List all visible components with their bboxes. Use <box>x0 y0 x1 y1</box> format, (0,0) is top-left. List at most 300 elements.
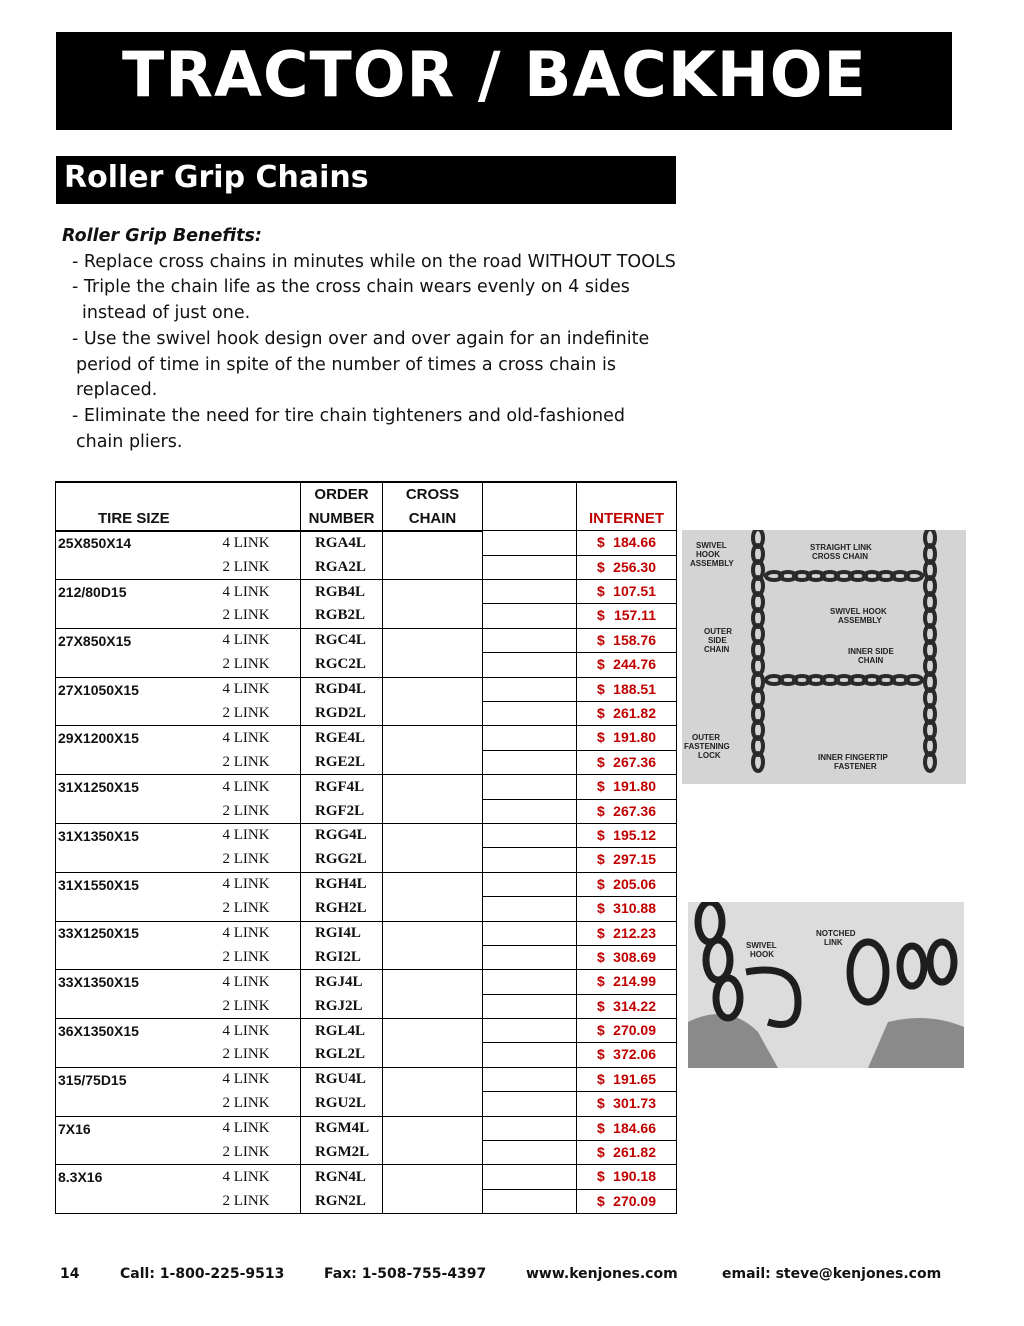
internet-price-cell <box>577 750 677 774</box>
link-count-cell: 2 LINK <box>222 1046 270 1063</box>
order-number-cell: RGI2L <box>301 945 383 969</box>
currency-symbol: $ <box>597 802 605 819</box>
blank-cell <box>483 531 577 555</box>
currency-symbol: $ <box>597 656 605 673</box>
internet-price-cell <box>577 921 677 945</box>
link-count-cell: 4 LINK <box>221 726 301 750</box>
fax-number: Fax: 1-508-755-4397 <box>324 1266 487 1282</box>
tire-size-cell: 29X1200X15 <box>56 726 221 750</box>
currency-symbol: $ <box>597 1070 605 1087</box>
link-count-cell: 4 LINK <box>221 775 301 799</box>
phone-number: Call: 1-800-225-9513 <box>120 1266 285 1282</box>
price-value: 267.36 <box>613 802 656 819</box>
fig1-label: STRAIGHT LINK <box>810 543 872 552</box>
link-count-cell: 4 LINK <box>221 1019 301 1043</box>
internet-price-cell <box>577 775 677 799</box>
fig1-label: FASTENING <box>684 742 730 751</box>
page-number: 14 <box>60 1266 80 1282</box>
internet-price-cell <box>577 1067 677 1091</box>
link-count-cell: 2 LINK <box>222 704 270 721</box>
tire-size-cell: 36X1350X15 <box>56 1019 221 1043</box>
table-row <box>56 555 677 579</box>
fig1-label: ASSEMBLY <box>838 616 882 625</box>
table-row <box>56 994 677 1018</box>
table-row <box>56 653 677 677</box>
cross-chain-cell <box>383 799 483 823</box>
fig2-label: HOOK <box>750 950 774 959</box>
internet-price-cell <box>577 872 677 896</box>
benefit-line: - Replace cross chains in minutes while on the road WITHOUT TOOLS <box>72 251 676 272</box>
price-value: 191.80 <box>613 778 656 795</box>
blank-cell <box>483 921 577 945</box>
order-number-cell: RGB4L <box>301 580 383 604</box>
currency-symbol: $ <box>597 900 605 917</box>
order-number-cell: RGF4L <box>301 775 383 799</box>
order-number-cell: RGE2L <box>301 750 383 774</box>
fig1-label: SIDE <box>708 636 727 645</box>
table-row <box>56 897 677 921</box>
tire-size-cell <box>56 848 221 872</box>
price-value: 205.06 <box>613 875 656 892</box>
order-number-cell: RGG2L <box>301 848 383 872</box>
internet-price-cell <box>577 1141 677 1165</box>
order-number-cell: RGF2L <box>301 799 383 823</box>
tire-size-cell <box>56 1092 221 1116</box>
cross-chain-cell <box>383 580 483 604</box>
fig1-label: INNER SIDE <box>848 647 894 656</box>
tire-size-cell: 31X1250X15 <box>56 775 221 799</box>
cross-chain-cell <box>383 945 483 969</box>
blank-cell <box>483 970 577 994</box>
price-value: 310.88 <box>613 900 656 917</box>
blank-cell <box>483 823 577 847</box>
tire-size-cell <box>56 750 221 774</box>
price-value: 191.65 <box>613 1070 656 1087</box>
table-row <box>56 628 677 652</box>
internet-price-cell <box>577 970 677 994</box>
price-value: 157.11 <box>613 607 656 624</box>
link-count-cell: 2 LINK <box>222 900 270 917</box>
order-number-cell: RGU2L <box>301 1092 383 1116</box>
internet-price-cell <box>577 1092 677 1116</box>
price-table <box>55 481 677 1214</box>
price-value: 184.66 <box>613 1119 656 1136</box>
cross-chain-cell <box>383 531 483 555</box>
order-number-cell: RGJ4L <box>301 970 383 994</box>
order-number-cell: RGJ2L <box>301 994 383 1018</box>
price-value: 195.12 <box>613 826 656 843</box>
fig2-label: LINK <box>824 938 843 947</box>
cross-chain-cell <box>383 1043 483 1067</box>
email-link[interactable]: email: steve@kenjones.com <box>722 1266 942 1282</box>
order-number-cell: RGL4L <box>301 1019 383 1043</box>
cross-header: CROSS <box>383 482 483 506</box>
table-row <box>56 702 677 726</box>
tire-size-cell: 31X1550X15 <box>56 872 221 896</box>
tire-size-cell <box>56 1189 221 1213</box>
cross-chain-cell <box>383 702 483 726</box>
cross-chain-cell <box>383 1116 483 1140</box>
table-row <box>56 872 677 896</box>
order-number-cell: RGH2L <box>301 897 383 921</box>
currency-symbol: $ <box>597 607 605 624</box>
currency-symbol: $ <box>597 924 605 941</box>
currency-symbol: $ <box>597 851 605 868</box>
chain-header: CHAIN <box>383 506 483 530</box>
tire-size-cell: 7X16 <box>56 1116 221 1140</box>
internet-price-cell <box>577 799 677 823</box>
blank-cell <box>483 1067 577 1091</box>
order-number-cell: RGA2L <box>301 555 383 579</box>
order-number-cell: RGC2L <box>301 653 383 677</box>
internet-price-cell <box>577 994 677 1018</box>
table-row <box>56 1019 677 1043</box>
internet-price-cell <box>577 555 677 579</box>
table-row <box>56 921 677 945</box>
tire-size-cell <box>56 604 221 628</box>
cross-chain-cell <box>383 1019 483 1043</box>
order-number-cell: RGD2L <box>301 702 383 726</box>
internet-price-cell <box>577 653 677 677</box>
cross-chain-cell <box>383 897 483 921</box>
link-count-cell: 2 LINK <box>222 753 270 770</box>
price-value: 107.51 <box>613 583 656 600</box>
blank-cell <box>483 945 577 969</box>
blank-cell <box>483 726 577 750</box>
cross-chain-cell <box>383 970 483 994</box>
currency-symbol: $ <box>597 1119 605 1136</box>
cross-chain-cell <box>383 750 483 774</box>
currency-symbol: $ <box>597 631 605 648</box>
order-number-cell: RGB2L <box>301 604 383 628</box>
currency-symbol: $ <box>597 558 605 575</box>
blank-cell <box>483 872 577 896</box>
fig1-label: CROSS CHAIN <box>812 552 869 561</box>
price-value: 256.30 <box>613 558 656 575</box>
cross-chain-cell <box>383 677 483 701</box>
blank-cell <box>483 653 577 677</box>
table-row <box>56 677 677 701</box>
blank-cell <box>483 1116 577 1140</box>
currency-symbol: $ <box>597 680 605 697</box>
link-count-cell: 4 LINK <box>221 580 301 604</box>
tire-size-cell: 212/80D15 <box>56 580 221 604</box>
internet-price-cell <box>577 1165 677 1189</box>
table-row <box>56 1067 677 1091</box>
link-count-cell: 4 LINK <box>221 970 301 994</box>
table-row <box>56 726 677 750</box>
benefit-line: - Eliminate the need for tire chain tighteners and old-fashioned <box>72 405 625 426</box>
number-header: NUMBER <box>301 506 383 530</box>
blank-cell <box>483 1019 577 1043</box>
table-row <box>56 604 677 628</box>
fig1-label: LOCK <box>698 751 721 760</box>
blank-cell <box>483 1092 577 1116</box>
internet-price-cell <box>577 580 677 604</box>
fig1-label: SWIVEL <box>696 541 727 550</box>
blank-cell <box>483 994 577 1018</box>
blank-cell <box>483 1165 577 1189</box>
order-number-cell: RGL2L <box>301 1043 383 1067</box>
tire-size-cell <box>56 702 221 726</box>
benefits-block <box>62 224 762 455</box>
blank-cell <box>483 580 577 604</box>
blank-cell <box>483 1189 577 1213</box>
tire-size-cell <box>56 555 221 579</box>
link-count-cell: 4 LINK <box>221 1165 301 1189</box>
tire-size-cell: 8.3X16 <box>56 1165 221 1189</box>
link-count-cell: 2 LINK <box>222 1143 270 1160</box>
currency-symbol: $ <box>597 583 605 600</box>
link-count-cell: 2 LINK <box>222 558 270 575</box>
link-count-cell: 2 LINK <box>222 1095 270 1112</box>
tire-size-cell: 27X1050X15 <box>56 677 221 701</box>
price-value: 214.99 <box>613 973 656 990</box>
order-number-cell: RGC4L <box>301 628 383 652</box>
price-value: 308.69 <box>613 948 656 965</box>
order-number-cell: RGH4L <box>301 872 383 896</box>
price-value: 188.51 <box>613 680 656 697</box>
order-number-cell: RGE4L <box>301 726 383 750</box>
cross-chain-cell <box>383 775 483 799</box>
cross-chain-cell <box>383 604 483 628</box>
fig1-label: HOOK <box>696 550 720 559</box>
blank-cell <box>483 628 577 652</box>
benefit-line: - Use the swivel hook design over and over again for an indefinite <box>72 328 650 349</box>
tire-size-cell <box>56 653 221 677</box>
internet-price-cell <box>577 702 677 726</box>
link-count-cell: 2 LINK <box>222 656 270 673</box>
price-value: 184.66 <box>613 534 656 551</box>
blank-cell <box>483 555 577 579</box>
link-count-cell: 4 LINK <box>221 823 301 847</box>
order-number-cell: RGN4L <box>301 1165 383 1189</box>
blank-cell <box>483 1043 577 1067</box>
order-number-cell: RGG4L <box>301 823 383 847</box>
order-number-cell: RGM2L <box>301 1141 383 1165</box>
blank-cell <box>483 677 577 701</box>
price-value: 297.15 <box>613 851 656 868</box>
currency-symbol: $ <box>597 778 605 795</box>
currency-symbol: $ <box>597 1168 605 1185</box>
table-row <box>56 531 677 555</box>
fig1-label: ASSEMBLY <box>690 559 734 568</box>
currency-symbol: $ <box>597 973 605 990</box>
fig1-label: FASTENER <box>834 762 877 771</box>
fig1-label: INNER FINGERTIP <box>818 753 888 762</box>
internet-price-cell <box>577 1116 677 1140</box>
benefit-line: period of time in spite of the number of times a cross chain is <box>76 354 617 375</box>
internet-price-cell <box>577 726 677 750</box>
currency-symbol: $ <box>597 1192 605 1209</box>
chain-assembly-diagram <box>682 530 966 784</box>
link-count-cell: 4 LINK <box>221 628 301 652</box>
price-value: 212.23 <box>613 924 656 941</box>
link-count-cell: 4 LINK <box>221 921 301 945</box>
tire-size-cell <box>56 1043 221 1067</box>
benefit-line: chain pliers. <box>76 431 183 452</box>
table-row <box>56 750 677 774</box>
price-value: 244.76 <box>613 656 656 673</box>
order-number-cell: RGI4L <box>301 921 383 945</box>
internet-price-cell <box>577 1019 677 1043</box>
currency-symbol: $ <box>597 997 605 1014</box>
currency-symbol: $ <box>597 705 605 722</box>
price-value: 261.82 <box>613 705 656 722</box>
tire-size-cell: 33X1250X15 <box>56 921 221 945</box>
fig2-label: SWIVEL <box>746 941 777 950</box>
order-number-cell: RGA4L <box>301 531 383 555</box>
subtitle-banner <box>56 156 676 204</box>
tire-size-cell: 315/75D15 <box>56 1067 221 1091</box>
currency-symbol: $ <box>597 1022 605 1039</box>
internet-price-cell <box>577 848 677 872</box>
order-number-cell: RGM4L <box>301 1116 383 1140</box>
cross-chain-cell <box>383 1092 483 1116</box>
cross-chain-cell <box>383 994 483 1018</box>
table-row <box>56 775 677 799</box>
benefit-line: replaced. <box>76 380 158 401</box>
blank-cell <box>483 1141 577 1165</box>
currency-symbol: $ <box>597 948 605 965</box>
tire-size-cell: 31X1350X15 <box>56 823 221 847</box>
currency-symbol: $ <box>597 1095 605 1112</box>
benefit-line: - Triple the chain life as the cross chain wears evenly on 4 sides <box>72 277 630 298</box>
link-count-cell: 4 LINK <box>221 1116 301 1140</box>
fig1-label: CHAIN <box>858 656 884 665</box>
website-link[interactable]: www.kenjones.com <box>526 1266 678 1282</box>
cross-chain-cell <box>383 555 483 579</box>
tire-size-cell <box>56 1141 221 1165</box>
tire-size-cell <box>56 799 221 823</box>
fig1-label: CHAIN <box>704 645 730 654</box>
currency-symbol: $ <box>597 534 605 551</box>
cross-chain-cell <box>383 726 483 750</box>
tire-size-cell: 27X850X15 <box>56 628 221 652</box>
cross-chain-cell <box>383 653 483 677</box>
table-row <box>56 1116 677 1140</box>
tire-size-cell: 25X850X14 <box>56 531 221 555</box>
benefits-heading: Roller Grip Benefits: <box>62 226 262 246</box>
price-value: 314.22 <box>613 997 656 1014</box>
currency-symbol: $ <box>597 875 605 892</box>
price-value: 267.36 <box>613 753 656 770</box>
cross-chain-cell <box>383 1189 483 1213</box>
blank-cell <box>483 750 577 774</box>
internet-price-cell <box>577 531 677 555</box>
price-value: 301.73 <box>613 1095 656 1112</box>
blank-cell <box>483 799 577 823</box>
order-number-cell: RGD4L <box>301 677 383 701</box>
page-title: TRACTOR / BACKHOE <box>122 38 867 111</box>
fig1-label: OUTER <box>692 733 720 742</box>
internet-price-cell <box>577 1189 677 1213</box>
order-number-cell: RGN2L <box>301 1189 383 1213</box>
currency-symbol: $ <box>597 753 605 770</box>
table-row <box>56 1141 677 1165</box>
internet-price-cell <box>577 677 677 701</box>
cross-chain-cell <box>383 1165 483 1189</box>
link-count-cell: 4 LINK <box>221 531 301 555</box>
link-count-cell: 2 LINK <box>222 851 270 868</box>
currency-symbol: $ <box>597 1144 605 1161</box>
cross-chain-cell <box>383 921 483 945</box>
price-value: 191.80 <box>613 729 656 746</box>
internet-price-cell <box>577 945 677 969</box>
internet-price-cell <box>577 1043 677 1067</box>
link-count-cell: 4 LINK <box>221 872 301 896</box>
table-row <box>56 1165 677 1189</box>
price-value: 270.09 <box>613 1022 656 1039</box>
internet-price-cell <box>577 628 677 652</box>
internet-header: INTERNET <box>577 506 677 530</box>
table-row <box>56 970 677 994</box>
price-value: 190.18 <box>613 1168 656 1185</box>
cross-chain-cell <box>383 823 483 847</box>
tire-size-cell <box>56 945 221 969</box>
link-count-cell: 2 LINK <box>222 997 270 1014</box>
table-row <box>56 945 677 969</box>
blank-cell <box>483 897 577 921</box>
link-count-cell: 2 LINK <box>222 607 270 624</box>
cross-chain-cell <box>383 628 483 652</box>
table-row <box>56 1189 677 1213</box>
table-row <box>56 580 677 604</box>
section-title: Roller Grip Chains <box>64 160 369 195</box>
link-count-cell: 4 LINK <box>221 677 301 701</box>
currency-symbol: $ <box>597 826 605 843</box>
currency-symbol: $ <box>597 1046 605 1063</box>
benefit-line: instead of just one. <box>82 303 251 324</box>
link-count-cell: 2 LINK <box>222 948 270 965</box>
internet-price-cell <box>577 823 677 847</box>
swivel-hook-photo <box>688 902 964 1068</box>
link-count-cell: 4 LINK <box>221 1067 301 1091</box>
cross-chain-cell <box>383 848 483 872</box>
table-row <box>56 1092 677 1116</box>
tire-size-header: TIRE SIZE <box>56 506 301 530</box>
fig1-label: SWIVEL HOOK <box>830 607 887 616</box>
price-value: 372.06 <box>613 1046 656 1063</box>
table-row <box>56 848 677 872</box>
tire-size-cell <box>56 994 221 1018</box>
order-header: ORDER <box>301 482 383 506</box>
price-value: 261.82 <box>613 1144 656 1161</box>
blank-cell <box>483 775 577 799</box>
order-number-cell: RGU4L <box>301 1067 383 1091</box>
blank-cell <box>483 604 577 628</box>
price-value: 158.76 <box>613 631 656 648</box>
fig1-label: OUTER <box>704 627 732 636</box>
table-row <box>56 823 677 847</box>
table-row <box>56 1043 677 1067</box>
tire-size-cell: 33X1350X15 <box>56 970 221 994</box>
title-banner <box>56 32 952 130</box>
cross-chain-cell <box>383 1067 483 1091</box>
link-count-cell: 2 LINK <box>221 1189 301 1213</box>
blank-cell <box>483 848 577 872</box>
fig2-label: NOTCHED <box>816 929 856 938</box>
price-value: 270.09 <box>613 1192 656 1209</box>
currency-symbol: $ <box>597 729 605 746</box>
internet-price-cell <box>577 897 677 921</box>
blank-cell <box>483 702 577 726</box>
tire-size-cell <box>56 897 221 921</box>
table-row <box>56 799 677 823</box>
link-count-cell: 2 LINK <box>222 802 270 819</box>
cross-chain-cell <box>383 1141 483 1165</box>
cross-chain-cell <box>383 872 483 896</box>
